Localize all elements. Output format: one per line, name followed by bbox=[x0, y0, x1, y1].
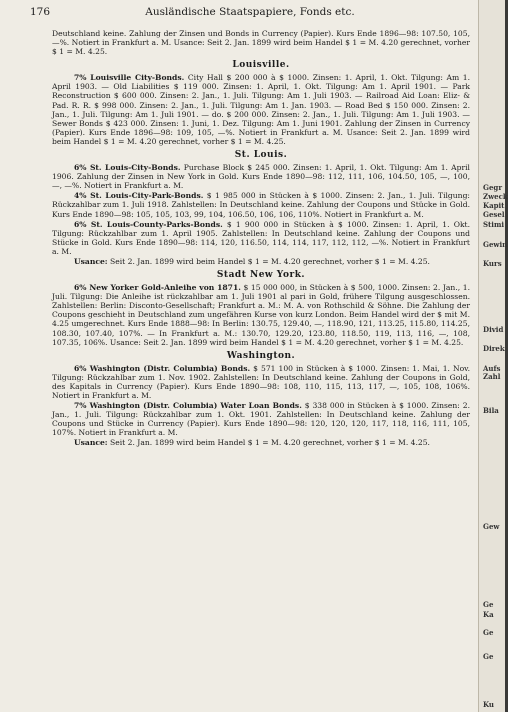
entry-title: 4% St. Louis-City-Park-Bonds. bbox=[74, 191, 204, 201]
paragraph bbox=[52, 191, 470, 218]
entry-title: 6% New Yorker Gold-Anleihe von 1871. bbox=[74, 283, 241, 293]
section-heading: Stadt New York. bbox=[216, 270, 306, 281]
paragraph-text: Seit 2. Jan. 1899 wird beim Handel $ 1 = M. 4.20 gerechnet, vorher $ 1 = M. 4.25. bbox=[110, 256, 430, 266]
paragraph-text: City Hall $ 200 000 à $ 1000. Zinsen: 1. April, 1. Okt. Tilgung: Am 1. April 1903. — Old Liabilities $ 119 000. Zinsen: 1. April, 1. Okt. Tilgung: Am 1. April 1901. — Park Reconstruction $ 600 000. Zinsen: 2. Jan., 1. Juli. Tilgung: Am 1. Juli 1903. — Railroad Aid Loan: Eliz- & Pad. R. R. $ 998 000. Zinsen: 2. Jan., 1. Juli. Tilgung: Am 1. Jan. 1903. — Road Bed $ 150 000. Zinsen: 2. Jan., 1. Juli. Tilgung: Am 1. Juli 1901. — do. $ 200 000. Zinsen: 2. Jan., 1. Juli. Tilgung: Am 1. Juli 1903. — Sewer Bonds $ 423 000. Zinsen: 1. Juni, 1. Dez. Tilgung: Am 1. Juni 1901. Zahlung der Zinsen in Currency (Papier). Kurs Ende 1896—98: 109, 105, —%. Notiert in Frankfurt a. M. Usance: Seit 2. Jan. 1899 wird beim Handel $ 1 = M. 4.20 gerechnet, vorher $ 1 = M. 4.25. bbox=[52, 73, 470, 146]
edge-fragment: Gesel bbox=[483, 210, 505, 219]
edge-fragment: Divid bbox=[483, 325, 504, 334]
paragraph bbox=[52, 29, 470, 56]
paragraph bbox=[52, 73, 470, 146]
entry-title: Usance: bbox=[74, 438, 108, 448]
paragraph-text: $ 1 900 000 in Stücken à $ 1000. Zinsen: 1. April, 1. Okt. Tilgung: Rückzahlbar zum 1. April 1905. Zahlstellen: In Deutschland keine. Zahlung der Coupons und Stücke in Gold. Kurs Ende 1890—98: 114, 120, 116.50, 114, 114, 117, 112, 112, —%. Notiert in Frankfurt a. M. bbox=[52, 219, 471, 256]
document-body bbox=[52, 29, 470, 449]
entry-title: 6% St. Louis-County-Parks-Bonds. bbox=[74, 219, 223, 229]
edge-fragment: Gew bbox=[483, 522, 500, 531]
edge-fragment: Kapit bbox=[483, 201, 505, 210]
paragraph-text: Deutschland keine. Zahlung der Zinsen und Bonds in Currency (Papier). Kurs Ende 1896—98: 107.50, 105, —%. Notiert in Frankfurt a. M. Usance: Seit 2. Jan. 1899 wird beim Handel $ 1 = M. 4.20 gerechnet, vorher $ 1 = M. 4.25. bbox=[52, 29, 470, 57]
entry-title: Usance: bbox=[74, 256, 108, 266]
edge-fragment: Bila bbox=[483, 406, 499, 415]
edge-fragment: Aufs bbox=[483, 364, 501, 373]
paragraph bbox=[52, 364, 470, 400]
page-number: 176 bbox=[30, 6, 51, 18]
edge-fragment: Ge bbox=[483, 652, 494, 661]
edge-fragment: Ka bbox=[483, 610, 494, 619]
paragraph-text: $ 1 985 000 in Stücken à $ 1000. Zinsen: 2. Jan., 1. Juli. Tilgung: Rückzahlbar zum 1. Juli 1918. Zahlstellen: In Deutschland keine. Zahlung der Coupons und Stücke in Gold. Kurs Ende 1890—98: 105, 105, 103, 99, 104, 106.50, 106, 106, 110%. Notiert in Frankfurt a. M. bbox=[52, 191, 470, 219]
edge-fragment: Ge bbox=[483, 628, 494, 637]
edge-fragment: Zahl bbox=[483, 372, 501, 381]
entry-title: 7% Washington (Distr. Columbia) Water Loan Bonds. bbox=[74, 401, 302, 411]
running-title: Ausländische Staatspapiere, Fonds etc. bbox=[145, 6, 355, 18]
section-heading: St. Louis. bbox=[234, 150, 288, 161]
edge-fragment: Stimi bbox=[483, 220, 505, 229]
paragraph-text: $ 15 000 000, in Stücken à $ 500, 1000. Zinsen: 2. Jan., 1. Juli. Tilgung: Die Anleihe ist rückzahlbar am 1. Juli 1901 al pari in Gold, frühere Tilgung ausgeschlossen. Zahlstellen: Berlin: Disconto-Gesellschaft; Frankfurt a. M.: M. A. von Rothschild & Söhne. Die Zahlung der Coupons geschieht in Deutschland zum ungefähren Kurse von kurz London. Beim Handel wird der $ mit M. 4.25 umgerechnet. Kurs Ende 1888—98: In Berlin: 130.75, 129.40, —, 118.90, 121, 113.25, 115.80, 114.25, 108.30, 107.40, 107%. — In Frankfurt a. M.: 130.70, 129.20, 123.80, 118.50, 119, 113, 116, —, 108, 107.35, 106%. Usance: Seit 2. Jan. 1899 wird beim Handel $ 1 = M. 4.20 gerechnet, vorher $ 1 = M. 4.25. bbox=[52, 283, 470, 347]
page-header bbox=[30, 6, 470, 20]
edge-fragment: Zweck bbox=[483, 192, 508, 201]
section-heading: Louisville. bbox=[232, 60, 290, 71]
edge-fragment: Kurs bbox=[483, 259, 502, 268]
edge-fragment: Ge bbox=[483, 600, 494, 609]
paragraph-text: Purchase Block $ 245 000. Zinsen: 1. April, 1. Okt. Tilgung: Am 1. April 1906. Zahlung der Zinsen in New York in Gold. Kurs Ende 1890—98: 112, 111, 106, 104.50, 105, —, 100, —, —%. Notiert in Frankfurt a. M. bbox=[52, 163, 470, 191]
paragraph bbox=[52, 163, 470, 190]
paragraph-text: $ 571 100 in Stücken à $ 1000. Zinsen: 1. Mai, 1. Nov. Tilgung: Rückzahlbar zum 1. Nov. 1902. Zahlstellen: In Deutschland keine. Zahlung der Coupons in Gold, des Kapitals in Currency (Papier). Kurs Ende 1890—98: 108, 110, 115, 113, 117, —, 105, 108, 106%. Notiert in Frankfurt a. M. bbox=[52, 363, 470, 400]
edge-fragment: Gewin bbox=[483, 240, 508, 249]
paragraph bbox=[52, 283, 470, 347]
paragraph bbox=[52, 257, 470, 266]
edge-fragment: Ku bbox=[483, 700, 495, 709]
paragraph bbox=[52, 438, 470, 447]
entry-title: 7% Louisville City-Bonds. bbox=[74, 73, 185, 83]
paragraph-text: Seit 2. Jan. 1899 wird beim Handel $ 1 = M. 4.20 gerechnet, vorher $ 1 = M. 4.25. bbox=[110, 438, 430, 448]
edge-fragment: Gegr bbox=[483, 183, 503, 192]
entry-title: 6% St. Louis-City-Bonds. bbox=[74, 163, 181, 173]
section-heading: Washington. bbox=[226, 350, 296, 361]
paragraph bbox=[52, 401, 470, 437]
facing-page-edge bbox=[478, 0, 508, 712]
entry-title: 6% Washington (Distr. Columbia) Bonds. bbox=[74, 363, 251, 373]
paragraph bbox=[52, 220, 470, 256]
paragraph-text: $ 338 000 in Stücken à $ 1000. Zinsen: 2. Jan., 1. Juli. Tilgung: Rückzahlbar zum 1. Okt. 1901. Zahlstellen: In Deutschland keine. Zahlung der Coupons und Stücke in Currency (Papier). Kurs Ende 1890—98: 120, 120, 120, 117, 118, 116, 111, 105, 107%. Notiert in Frankfurt a. M. bbox=[52, 401, 470, 438]
edge-fragment: Direk bbox=[483, 344, 505, 353]
